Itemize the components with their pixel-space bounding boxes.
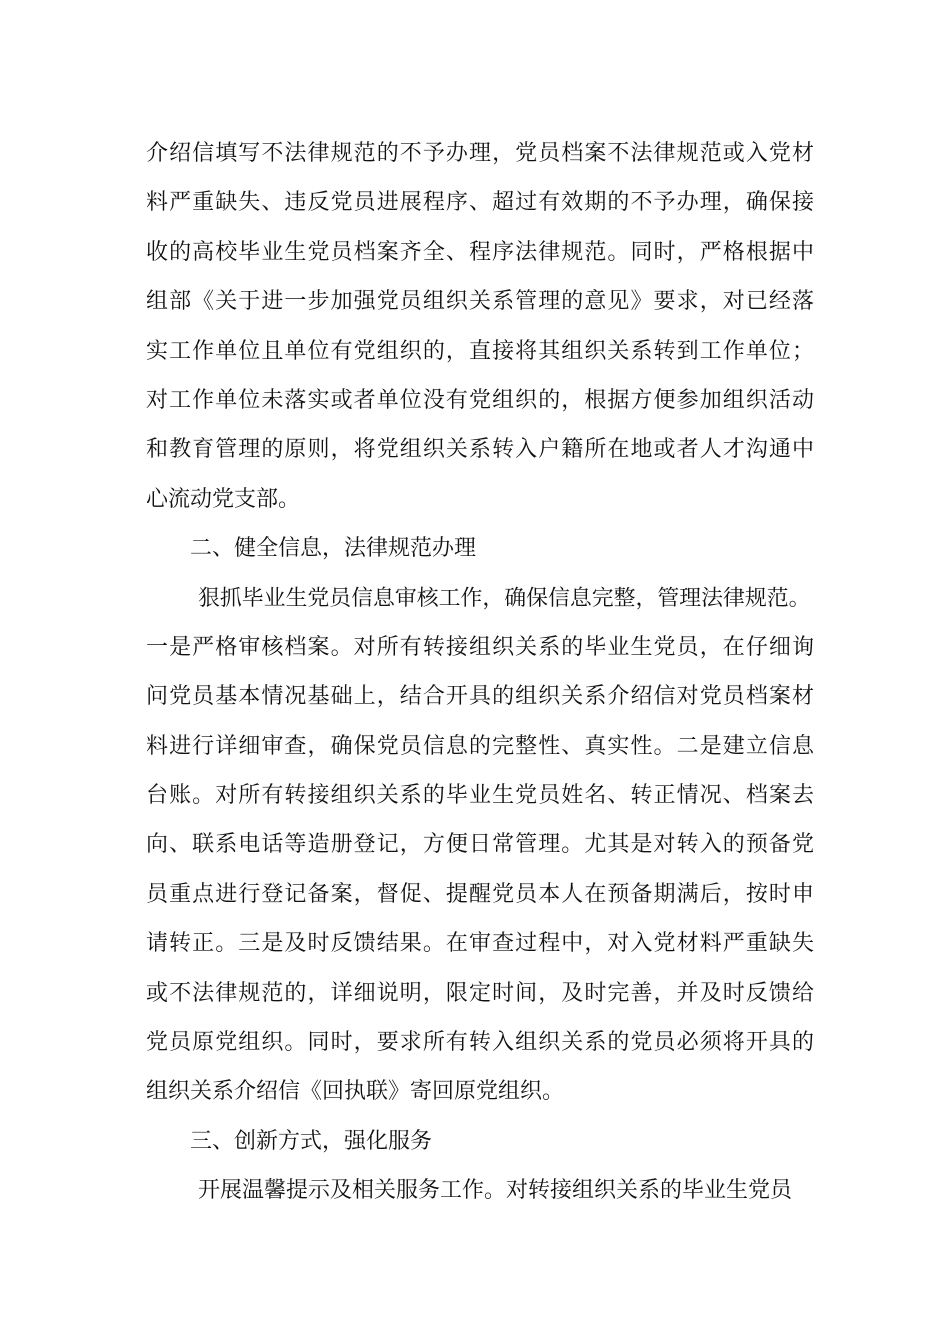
text-line: 和教育管理的原则，将党组织关系转入户籍所在地或者人才沟通中 <box>146 437 814 463</box>
text-line: 台账。对所有转接组织关系的毕业生党员姓名、转正情况、档案去 <box>146 783 814 809</box>
text-line: 介绍信填写不法律规范的不予办理，党员档案不法律规范或入党材 <box>146 141 814 166</box>
section-heading: 三、创新方式，强化服务 <box>190 1128 433 1154</box>
text-line: 实工作单位且单位有党组织的，直接将其组织关系转到工作单位； <box>146 338 814 364</box>
document-body <box>146 129 814 1216</box>
text-line: 员重点进行登记备案，督促、提醒党员本人在预备期满后，按时申 <box>146 881 814 907</box>
text-line: 组织关系介绍信《回执联》寄回原党组织。 <box>146 1079 565 1105</box>
text-line: 问党员基本情况基础上，结合开具的组织关系介绍信对党员档案材 <box>146 684 814 710</box>
text-line: 一是严格审核档案。对所有转接组织关系的毕业生党员，在仔细询 <box>146 634 814 660</box>
paragraph-first-line: 狠抓毕业生党员信息审核工作，确保信息完整，管理法律规范。 <box>198 585 811 611</box>
text-line: 料严重缺失、违反党员进展程序、超过有效期的不予办理，确保接 <box>146 190 814 216</box>
text-line: 请转正。三是及时反馈结果。在审查过程中，对入党材料严重缺失 <box>146 931 814 957</box>
paragraph-first-line: 开展温馨提示及相关服务工作。对转接组织关系的毕业生党员 <box>198 1178 793 1204</box>
text-line: 收的高校毕业生党员档案齐全、程序法律规范。同时，严格根据中 <box>146 239 814 265</box>
text-line: 向、联系电话等造册登记，方便日常管理。尤其是对转入的预备党 <box>146 832 814 858</box>
text-line: 心流动党支部。 <box>146 486 301 512</box>
text-line: 组部《关于进一步加强党员组织关系管理的意见》要求，对已经落 <box>146 289 814 315</box>
text-line: 料进行详细审查，确保党员信息的完整性、真实性。二是建立信息 <box>146 733 814 759</box>
text-line: 党员原党组织。同时，要求所有转入组织关系的党员必须将开具的 <box>146 1030 814 1056</box>
text-line: 对工作单位未落实或者单位没有党组织的，根据方便参加组织活动 <box>146 387 814 413</box>
section-heading: 二、健全信息，法律规范办理 <box>190 536 477 562</box>
text-line: 或不法律规范的，详细说明，限定时间，及时完善，并及时反馈给 <box>146 980 814 1006</box>
